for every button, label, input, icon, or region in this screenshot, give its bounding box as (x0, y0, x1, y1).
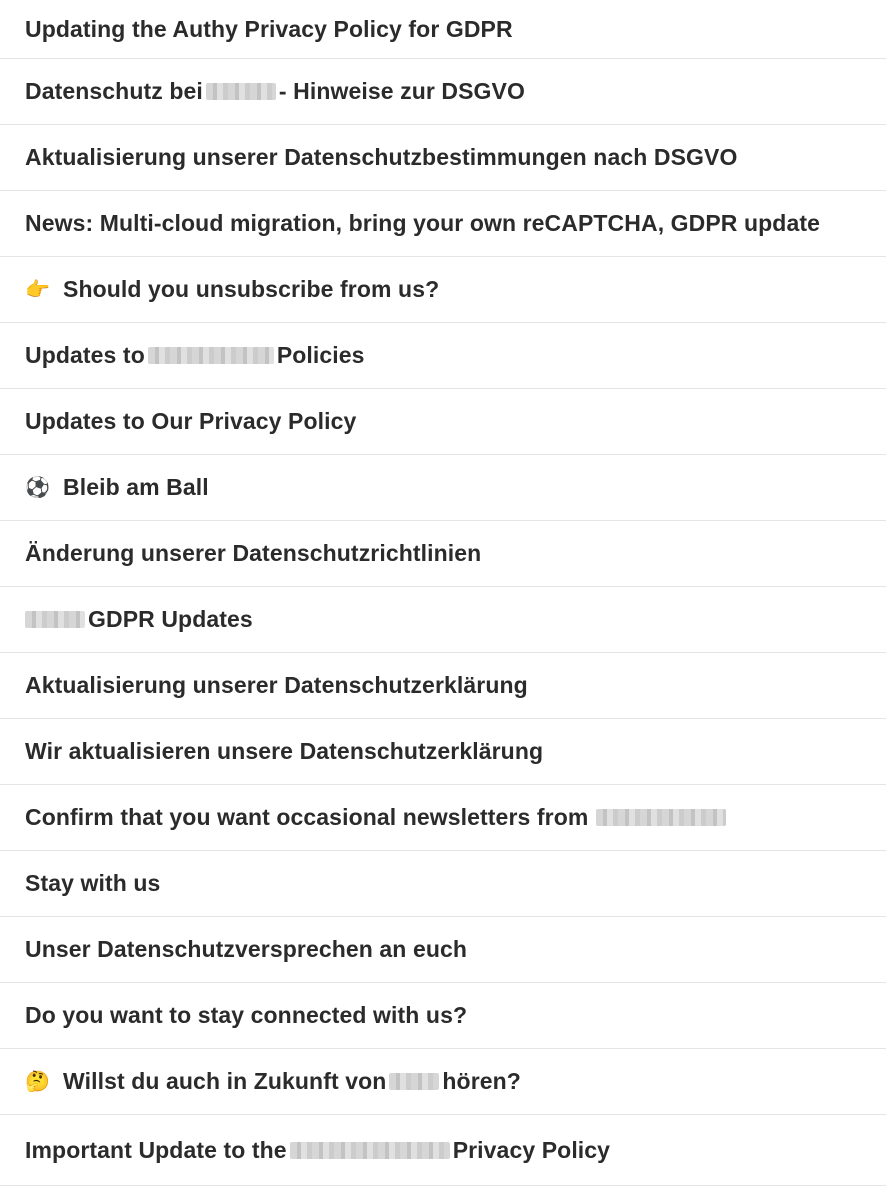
email-subject-row[interactable] (0, 851, 886, 917)
subject-text: Policies (276, 342, 365, 368)
email-subject-row[interactable] (0, 587, 886, 653)
email-subject-row[interactable] (0, 59, 886, 125)
subject-text: Aktualisierung unserer Datenschutzerklärung (25, 672, 528, 698)
email-subject-row[interactable] (0, 917, 886, 983)
email-subject-row[interactable] (0, 191, 886, 257)
subject-text: Willst du auch in Zukunft von (63, 1068, 387, 1094)
email-subject-row[interactable] (0, 257, 886, 323)
email-subject-row[interactable] (0, 785, 886, 851)
subject-text: Do you want to stay connected with us? (25, 1002, 468, 1028)
redacted-sender (148, 347, 274, 364)
subject-text: Privacy Policy (452, 1136, 611, 1163)
subject-text: hören? (442, 1068, 521, 1094)
subject-text: Wir aktualisieren unsere Datenschutzerklärung (25, 738, 544, 764)
subject-text: Änderung unserer Datenschutzrichtlinien (25, 540, 482, 566)
email-subject-row[interactable] (0, 323, 886, 389)
email-subject-row[interactable] (0, 521, 886, 587)
subject-text: Aktualisierung unserer Datenschutzbestimmungen nach DSGVO (25, 144, 738, 170)
email-subject-row[interactable] (0, 1049, 886, 1115)
subject-text: - Hinweise zur DSGVO (278, 78, 525, 104)
subject-text: Updating the Authy Privacy Policy for GDPR (25, 15, 513, 42)
subject-text: Unser Datenschutzversprechen an euch (25, 936, 468, 962)
subject-text: Confirm that you want occasional newsletters from (25, 804, 589, 830)
redacted-sender (25, 611, 85, 628)
redacted-sender (206, 83, 276, 100)
email-subject-row[interactable] (0, 125, 886, 191)
subject-text: Updates to (25, 342, 145, 368)
thinking-face-icon: 🤔 (25, 1070, 50, 1093)
email-subject-row[interactable] (0, 389, 886, 455)
subject-text: Datenschutz bei (25, 78, 203, 104)
redacted-sender (389, 1073, 439, 1090)
email-subject-row[interactable] (0, 0, 886, 59)
redacted-sender (596, 809, 726, 826)
email-subject-row[interactable] (0, 653, 886, 719)
email-subject-row[interactable] (0, 719, 886, 785)
subject-text: Should you unsubscribe from us? (63, 276, 440, 302)
pointing-hand-icon: 👉 (25, 278, 50, 301)
email-subject-row[interactable] (0, 1115, 886, 1186)
email-subject-row[interactable] (0, 455, 886, 521)
subject-text: Important Update to the (25, 1136, 287, 1163)
subject-text: News: Multi-cloud migration, bring your own reCAPTCHA, GDPR update (25, 210, 821, 236)
email-subject-row[interactable] (0, 983, 886, 1049)
subject-text: Stay with us (25, 870, 161, 896)
subject-text: Updates to Our Privacy Policy (25, 408, 357, 434)
subject-text: GDPR Updates (88, 606, 253, 632)
redacted-sender (290, 1142, 450, 1159)
subject-text: Bleib am Ball (63, 474, 209, 500)
soccer-ball-icon: ⚽ (25, 476, 50, 499)
